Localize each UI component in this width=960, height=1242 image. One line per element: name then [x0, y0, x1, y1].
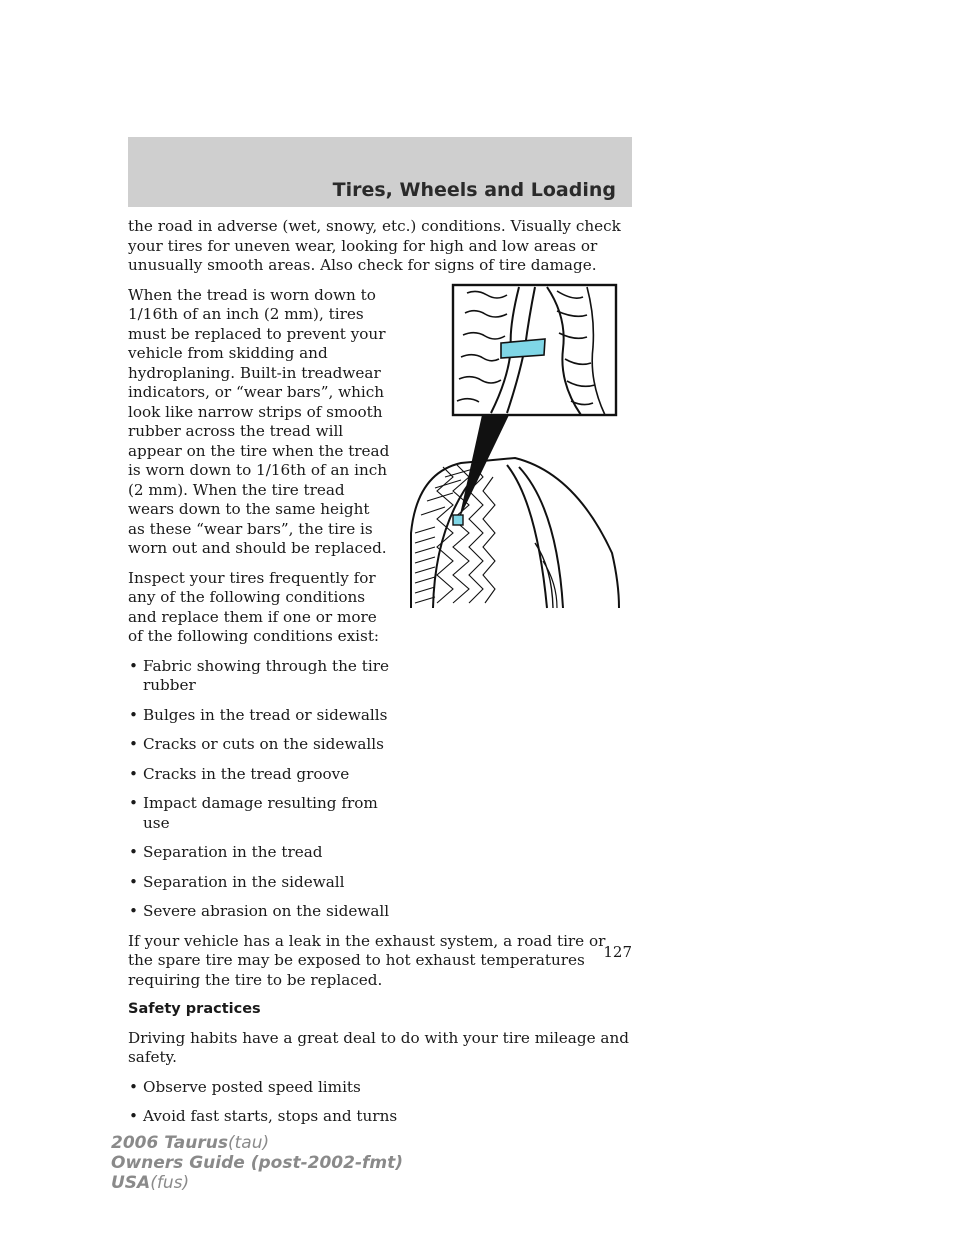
bullet-icon: •: [129, 1077, 138, 1096]
list-item: • Cracks in the tread groove: [129, 764, 350, 783]
practices-list: [128, 1078, 632, 1127]
safety-heading: Safety practices: [128, 1001, 261, 1017]
wear-bar-marker: [453, 515, 463, 525]
wear-bar-highlight: [501, 339, 545, 358]
paragraph-visual-check: the road in adverse (wet, snowy, etc.) conditions. Visually check your tires for uneven wear, looking for high and low areas or unusually smooth areas. Also check for signs of tire damage.: [128, 217, 621, 274]
list-item: • Separation in the tread: [129, 843, 323, 861]
section-header-band: [128, 137, 632, 207]
list-item: • Separation in the sidewall: [129, 872, 345, 891]
bullet-icon: •: [129, 843, 138, 861]
paragraph-exhaust: If your vehicle has a leak in the exhaust system, a road tire or the spare tire may be exposed to hot exhaust temperatures requiring the tire to be replaced.: [128, 931, 606, 989]
footer-line-market: USA(fus): [111, 1173, 190, 1193]
conditions-list: [128, 657, 632, 922]
list-item: • Bulges in the tread or sidewalls: [129, 705, 388, 724]
footer-line-model: 2006 Taurus(tau): [111, 1133, 270, 1153]
page-number: 127: [603, 943, 632, 961]
list-item: • Cracks or cuts on the sidewalls: [129, 735, 384, 753]
bullet-icon: •: [129, 764, 138, 783]
bullet-icon: •: [129, 705, 138, 724]
list-item: • Impact damage resulting from use: [129, 794, 378, 832]
paragraph-inspect: Inspect your tires frequently for any of the following conditions and replace them if one or more of the following conditions exist:: [128, 568, 380, 645]
bullet-icon: •: [129, 902, 138, 920]
list-item: • Avoid fast starts, stops and turns: [129, 1107, 398, 1125]
footer-line-guide: Owners Guide (post-2002-fmt): [111, 1153, 404, 1173]
bullet-icon: •: [129, 735, 138, 753]
bullet-icon: •: [129, 872, 138, 891]
bullet-icon: •: [129, 794, 138, 812]
paragraph-habits: Driving habits have a great deal to do with your tire mileage and safety.: [128, 1028, 629, 1066]
bullet-icon: •: [129, 656, 138, 675]
list-item: • Observe posted speed limits: [129, 1077, 361, 1096]
list-item: • Fabric showing through the tire rubber: [129, 656, 389, 694]
section-title: Tires, Wheels and Loading: [332, 179, 616, 201]
bullet-icon: •: [129, 1107, 138, 1125]
tire-outline: [411, 458, 619, 608]
tire-treadwear-illustration: [407, 283, 623, 610]
document-footer: [111, 1133, 403, 1193]
paragraph-treadwear: When the tread is worn down to 1/16th of an inch (2 mm), tires must be replaced to prevent your vehicle from skidding and hydroplaning. Built-in treadwear indicators, or “wear bars”, which look like narrow strips of smooth rubber across the tread will appear on the tire when the tread is worn down to 1/16th of an inch (2 mm). When the tire tread wears down to the same height as these “wear bars”, the tire is worn out and should be replaced.: [128, 285, 390, 557]
list-item: • Severe abrasion on the sidewall: [129, 902, 390, 920]
